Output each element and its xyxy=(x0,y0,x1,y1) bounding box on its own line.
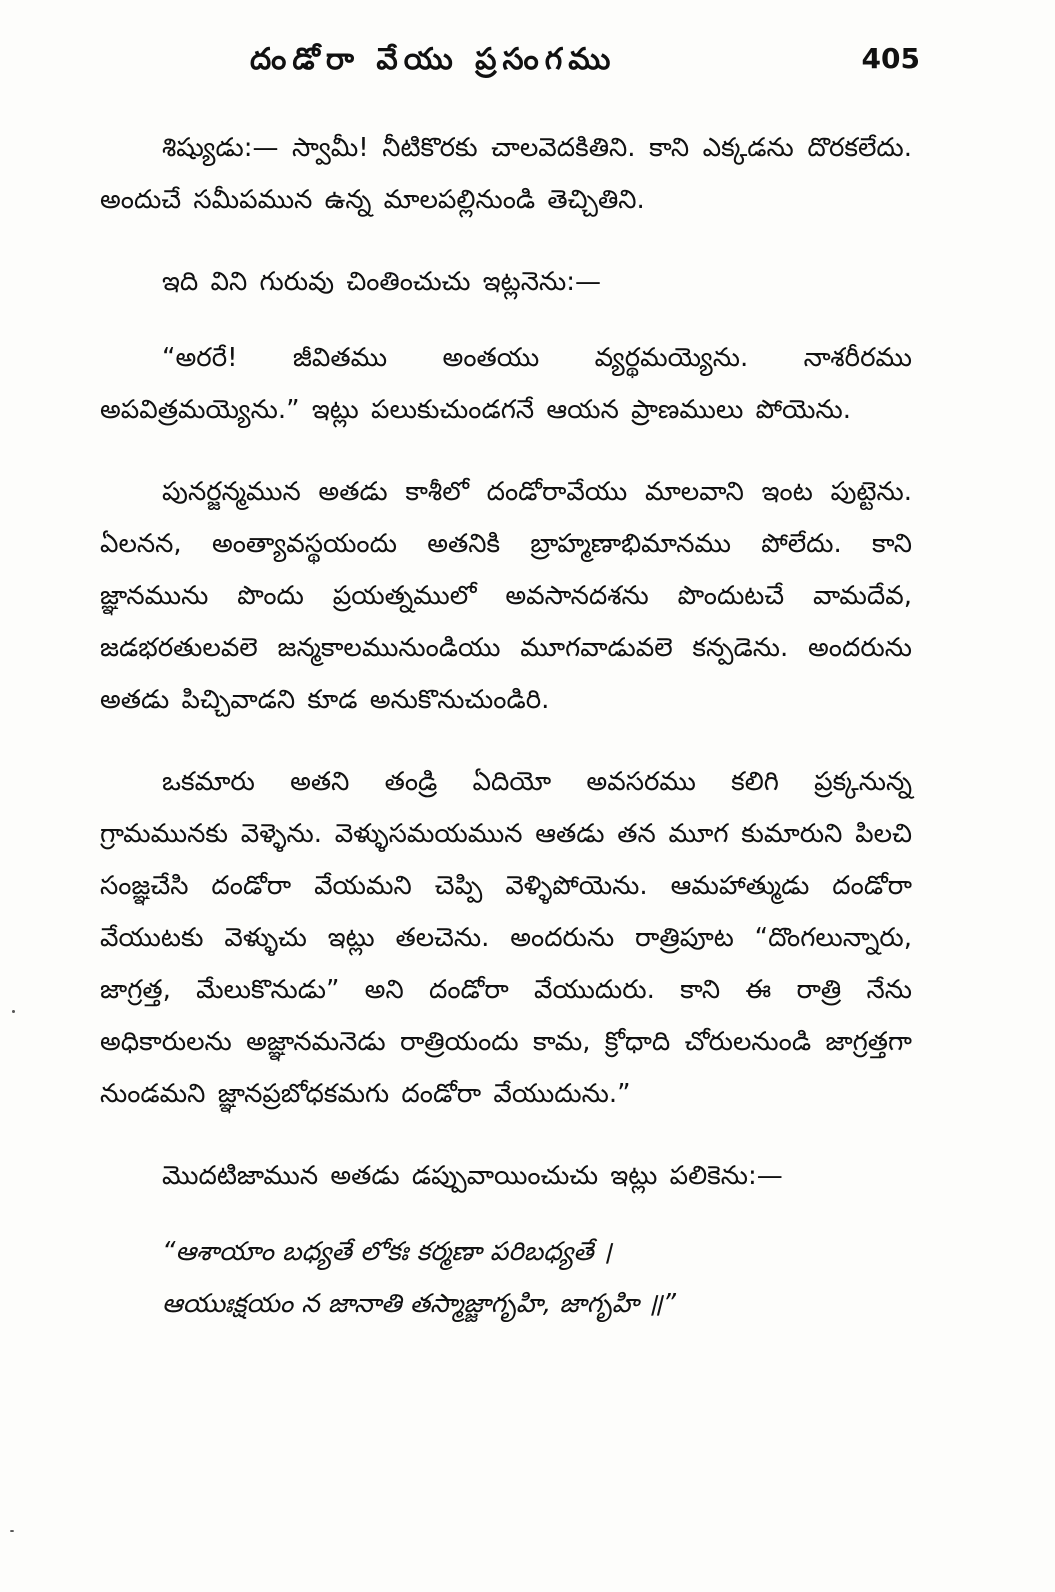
running-title: దండోరా వేయు ప్రసంగము xyxy=(250,42,617,77)
page-number: 405 xyxy=(861,42,920,75)
paragraph-first-watch: మొదటిజామున అతడు డప్పువాయించుచు ఇట్లు పలికెను:— xyxy=(162,1161,783,1191)
scan-speck xyxy=(10,1530,14,1532)
paragraph-guru-thinks: ఇది విని గురువు చింతించుచు ఇట్లనెను:— xyxy=(162,267,601,297)
sanskrit-verse-line-2: ఆయుఃక్షయం న జానాతి తస్మాజ్జాగృహి, జాగృహి ॥” xyxy=(162,1289,677,1319)
paragraph-rebirth: పునర్జన్మమున అతడు కాశీలో దండోరావేయు మాలవాని ఇంట పుట్టెను. ఏలనన, అంత్యావస్థయందు అతనికి బ్రాహ్మణాభిమానము పోలేదు. కాని జ్ఞానమును పొందు ప్రయత్నములో అవసానదశను పొందుటచే వామదేవ, జడభరతులవలె జన్మకాలమునుండియు మూగవాడువలె కన్పడెను. అందరును అతడు పిచ్చివాడని కూడ అనుకొనుచుండిరి. xyxy=(100,477,912,715)
paragraph-disciple-reply: శిష్యుడు:— స్వామీ! నీటికొరకు చాలవెదకితిని. కాని ఎక్కడను దొరకలేదు. అందుచే సమీపమున ఉన్న మాలపల్లినుండి తెచ్చితిని. xyxy=(100,133,912,215)
paragraph-drum-announcement: ఒకమారు అతని తండ్రి ఏదియో అవసరము కలిగి ప్రక్కనున్న గ్రామమునకు వెళ్ళెను. వెళ్ళుసమయమున ఆతడు తన మూగ కుమారుని పిలచి సంజ్ఞచేసి దండోరా వేయమని చెప్పి వెళ్ళిపోయెను. ఆమహాత్ముడు దండోరా వేయుటకు వెళ్ళుచు ఇట్లు తలచెను. అందరును రాత్రిపూట “దొంగలున్నారు, జాగ్రత్త, మేలుకొనుడు” అని దండోరా వేయుదురు. కాని ఈ రాత్రి నేను అధికారులను అజ్ఞానమనెడు రాత్రియందు కామ, క్రోధాది చోరులనుండి జాగ్రత్తగా నుండమని జ్ఞానప్రబోధకమగు దండోరా వేయుదును.” xyxy=(100,767,912,1109)
page-header xyxy=(100,42,920,92)
paragraph-guru-dies: “అరరే! జీవితము అంతయు వ్యర్థమయ్యెను. నాశరీరము అపవిత్రమయ్యెను.” ఇట్లు పలుకుచుండగనే ఆయన ప్రాణములు పోయెను. xyxy=(100,343,912,425)
scan-speck xyxy=(12,1010,15,1013)
sanskrit-verse-line-1: “ఆశాయాం బధ్యతే లోకః కర్మణా పరిబధ్యతే । xyxy=(162,1237,612,1267)
page-body xyxy=(100,122,912,1330)
